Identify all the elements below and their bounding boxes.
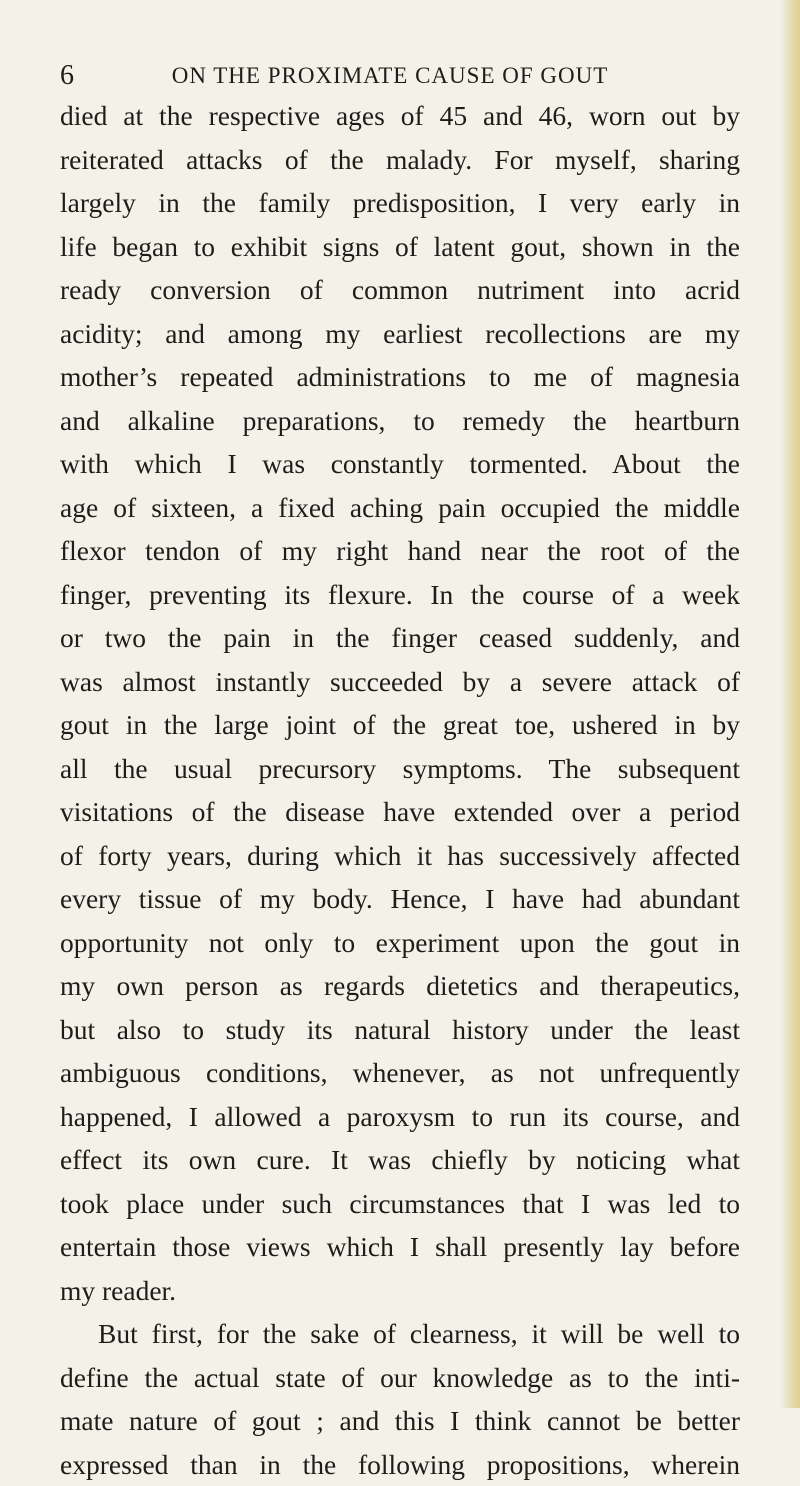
text-line: reiterated attacks of the malady. For myself, sharing [60,138,740,182]
text-line: my own person as regards dietetics and therapeutics, [60,964,740,1008]
text-line: of forty years, during which it has successively affected [60,834,740,878]
text-line: flexor tendon of my right hand near the root of the [60,529,740,573]
text-line: entertain those views which I shall presently lay before [60,1225,740,1269]
text-line: took place under such circumstances that I was led to [60,1182,740,1226]
text-line: visitations of the disease have extended over a period [60,790,740,834]
text-line: opportunity not only to experiment upon the gout in [60,921,740,965]
text-line: ready conversion of common nutriment into acrid [60,268,740,312]
text-line: every tissue of my body. Hence, I have had abundant [60,877,740,921]
body-text [60,94,740,1486]
text-line: mother’s repeated administrations to me of magnesia [60,355,740,399]
paragraph-first-line: But first, for the sake of clearness, it will be well to [60,1312,740,1356]
paragraph-last-line: my reader. [60,1269,740,1313]
running-head [60,56,720,96]
text-line: effect its own cure. It was chiefly by noticing what [60,1138,740,1182]
text-line: finger, preventing its flexure. In the course of a week [60,573,740,617]
text-line: or two the pain in the finger ceased suddenly, and [60,616,740,660]
text-line: acidity; and among my earliest recollections are my [60,312,740,356]
text-line: with which I was constantly tormented. About the [60,442,740,486]
text-line: and alkaline preparations, to remedy the heartburn [60,399,740,443]
text-line: define the actual state of our knowledge as to the inti- [60,1356,740,1400]
page-edge-discoloration [780,0,800,1408]
text-line: life began to exhibit signs of latent gout, shown in the [60,225,740,269]
page-number: 6 [60,56,74,96]
text-line: expressed than in the following propositions, wherein [60,1443,740,1486]
running-title: ON THE PROXIMATE CAUSE OF GOUT [60,56,720,96]
text-line: happened, I allowed a paroxysm to run its course, and [60,1095,740,1139]
text-line: age of sixteen, a fixed aching pain occupied the middle [60,486,740,530]
text-line: but also to study its natural history under the least [60,1008,740,1052]
text-line: gout in the large joint of the great toe, ushered in by [60,703,740,747]
text-line: largely in the family predisposition, I very early in [60,181,740,225]
text-line: mate nature of gout ; and this I think cannot be better [60,1399,740,1443]
text-line: all the usual precursory symptoms. The subsequent [60,747,740,791]
text-line: was almost instantly succeeded by a severe attack of [60,660,740,704]
text-line: died at the respective ages of 45 and 46, worn out by [60,94,740,138]
text-line: ambiguous conditions, whenever, as not unfrequently [60,1051,740,1095]
